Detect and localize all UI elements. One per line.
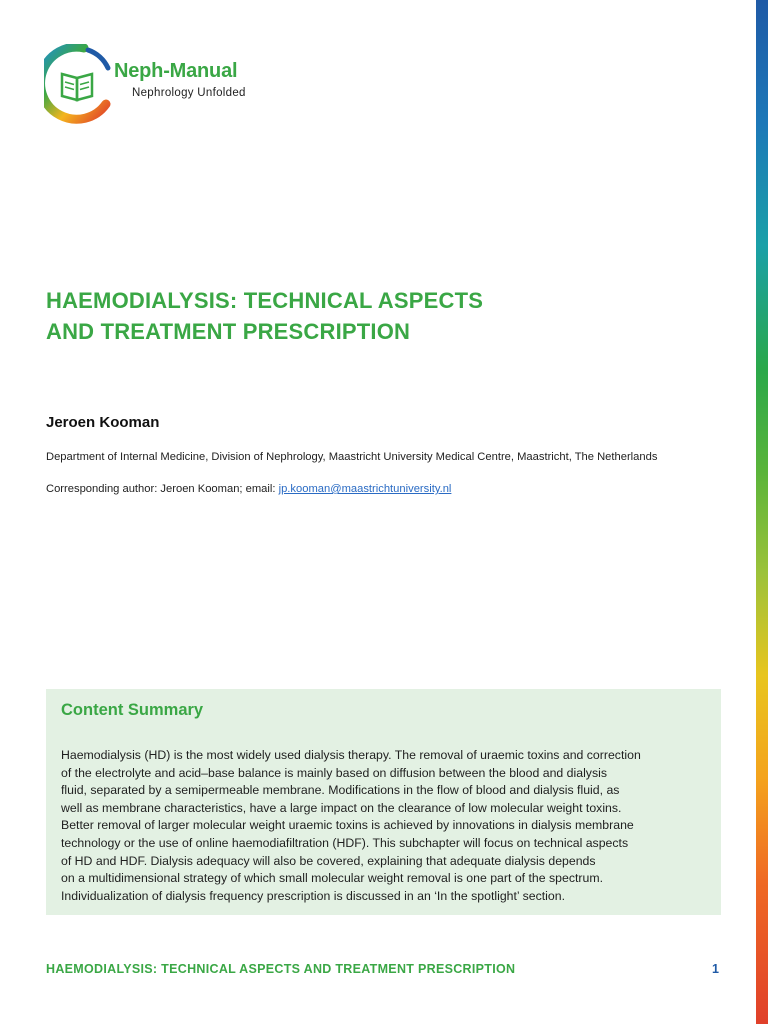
author-name: Jeroen Kooman [46,414,160,431]
summary-line: technology or the use of online haemodiafiltration (HDF). This subchapter will focus on technical aspects [61,835,629,850]
summary-line: of the electrolyte and acid–base balance is mainly based on diffusion between the blood and dialysis [61,765,607,780]
neph-manual-logo [44,44,284,128]
summary-heading: Content Summary [61,701,204,719]
summary-line: Haemodialysis (HD) is the most widely used dialysis therapy. The removal of uraemic toxins and correction [61,748,641,762]
rainbow-side-strip [756,0,768,1024]
summary-line: of HD and HDF. Dialysis adequacy will also be covered, explaining that adequate dialysis depends [61,853,596,868]
logo-title: Neph-Manual [114,60,238,82]
email-link[interactable]: jp.kooman@maastrichtuniversity.nl [278,483,452,495]
corresponding-author [46,483,726,495]
footer-running-title: HAEMODIALYSIS: TECHNICAL ASPECTS AND TREATMENT PRESCRIPTION [46,962,516,976]
document-title [46,285,686,347]
page-number: 1 [712,962,719,976]
summary-line: Better removal of larger molecular weight uraemic toxins is achieved by innovations in dialysis membrane [61,818,634,833]
summary-body [61,747,711,905]
content-summary-box [46,689,721,915]
logo-subtitle: Nephrology Unfolded [132,87,246,99]
corresponding-prefix: Corresponding author: Jeroen Kooman; email: [46,483,279,495]
author-affiliation: Department of Internal Medicine, Division of Nephrology, Maastricht University Medical Centre, Maastricht, The Netherlands [46,451,658,463]
title-line: AND TREATMENT PRESCRIPTION [46,319,411,344]
summary-line: Individualization of dialysis frequency prescription is discussed in an ‘In the spotlight’ section. [61,888,565,903]
open-book-icon [44,44,114,128]
summary-line: fluid, separated by a semipermeable membrane. Modifications in the flow of blood and dialysis fluid, as [61,783,620,798]
summary-line: well as membrane characteristics, have a large impact on the clearance of low molecular weight toxins. [61,800,622,815]
title-line: HAEMODIALYSIS: TECHNICAL ASPECTS [46,288,484,313]
summary-line: on a multidimensional strategy of which small molecular weight removal is one part of the spectrum. [61,871,603,886]
